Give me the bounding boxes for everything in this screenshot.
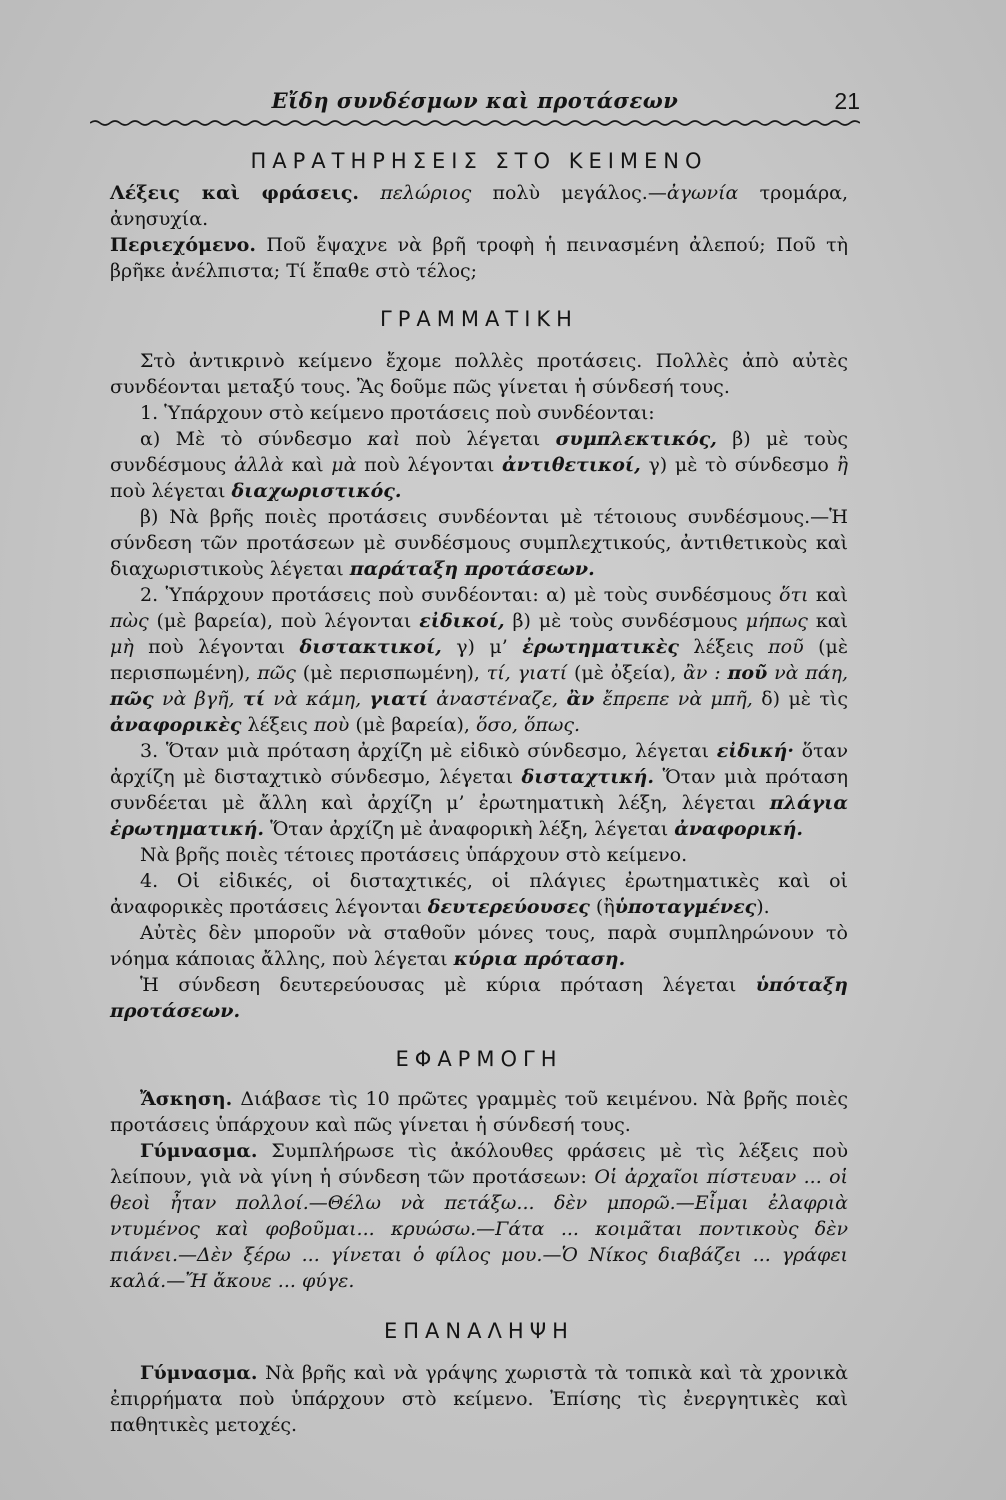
review-practice: Γύμνασμα. Νὰ βρῆς καὶ νὰ γράψης χωριστὰ τὰ τοπικὰ καὶ τὰ χρονικὰ ἐπιρρήματα ποὺ ὑπάρχουν στὸ κείμενο. Ἐπίσης τὶς ἐνεργητικὲς καὶ παθητικὲς μετοχές. (110, 1362, 848, 1436)
page-number: 21 (834, 88, 860, 114)
grammar-point-2: 2. Ὑπάρχουν προτάσεις ποὺ συνδέονται: α) μὲ τοὺς συνδέσμους ὅτι καὶ πὼς (μὲ βαρεία), ποὺ λέγονται εἰδικοί, β) μὲ τοὺς συνδέσμους μήπως καὶ μὴ ποὺ λέγονται διστακτικοί, γ) μ’ ἐρωτηματικὲς λέξεις ποῦ (μὲ περισπωμένη), πῶς (μὲ περισπωμένη), τί, γιατί (μὲ ὀξεία), ἂν : ποῦ νὰ πάη, πῶς νὰ βγῆ, τί νὰ κάμη, γιατί ἀναστέναζε, ἂν ἔπρεπε νὰ μπῆ, δ) μὲ τὶς ἀναφορικὲς λέξεις ποὺ (μὲ βαρεία), ὅσο, ὅπως. (110, 584, 849, 736)
wavy-header-rule (90, 118, 860, 128)
grammar-point-4c: Ἡ σύνδεση δευτερεύουσας μὲ κύρια πρόταση λέγεται ὑπόταξη προτάσεων. (110, 974, 848, 1022)
grammar-intro: Στὸ ἀντικρινὸ κείμενο ἔχομε πολλὲς προτάσεις. Πολλὲς ἀπὸ αὐτὲς συνδέονται μεταξύ τους. Ἂς δοῦμε πῶς γίνεται ἡ σύνδεσή τους. (110, 350, 848, 398)
page-header (90, 88, 860, 122)
content-questions: Περιεχόμενο. Ποῦ ἔψαχνε νὰ βρῆ τροφὴ ἡ πεινασμένη ἀλεπού; Ποῦ τὴ βρῆκε ἀνέλπιστα; Τί ἔπαθε στὸ τέλος; (110, 234, 848, 282)
section-heading-notes: ΠΑΡΑΤΗΡΗΣΕΙΣ ΣΤΟ ΚΕΙΜΕΝΟ (250, 149, 708, 173)
running-title: Εἴδη συνδέσμων καὶ προτάσεων (271, 88, 679, 113)
grammar-point-1: 1. Ὑπάρχουν στὸ κείμενο προτάσεις ποὺ συνδέονται: (140, 402, 655, 424)
grammar-point-1b: β) Νὰ βρῆς ποιὲς προτάσεις συνδέονται μὲ τέτοιους συνδέσμους.—Ἡ σύνδεση τῶν προτάσεων μὲ συνδέσμους συμπλεχτικούς, ἀντιθετικοὺς καὶ διαχωριστικοὺς λέγεται παράταξη προτάσεων. (110, 506, 848, 580)
section-heading-grammar: ΓΡΑΜΜΑΤΙΚΗ (380, 307, 578, 331)
grammar-point-4b: Αὐτὲς δὲν μποροῦν νὰ σταθοῦν μόνες τους, παρὰ συμπληρώνουν τὸ νόημα κάποιας ἄλλης, ποὺ λέγεται κύρια πρόταση. (110, 922, 848, 970)
application-practice: Γύμνασμα. Συμπλήρωσε τὶς ἀκόλουθες φράσεις μὲ τὶς λέξεις ποὺ λείπουν, γιὰ νὰ γίνη ἡ σύνδεση τῶν προτάσεων: Οἱ ἀρχαῖοι πίστευαν ... οἱ θεοὶ ἦταν πολλοί.—Θέλω νὰ πετάξω... δὲν μπορῶ.—Εἶμαι ἐλαφριὰ ντυμένος καὶ φοβοῦμαι... κρυώσω.—Γάτα ... κοιμᾶται ποντικοὺς δὲν πιάνει.—Δὲν ξέρω ... γίνεται ὁ φίλος μου.—Ὁ Νίκος διαβάζει ... γράφει καλά.—Ἤ ἄκουε ... φύγε. (110, 1140, 848, 1292)
grammar-task: Νὰ βρῆς ποιὲς τέτοιες προτάσεις ὑπάρχουν στὸ κείμενο. (140, 844, 688, 866)
section-heading-review: ΕΠΑΝΑΛΗΨΗ (384, 1319, 574, 1343)
grammar-point-3: 3. Ὅταν μιὰ πρόταση ἀρχίζη μὲ εἰδικὸ σύνδεσμο, λέγεται εἰδική· ὅταν ἀρχίζη μὲ δισταχτικὸ σύνδεσμο, λέγεται δισταχτική. Ὅταν μιὰ πρόταση συνδέεται μὲ ἄλλη καὶ ἀρχίζη μ’ ἐρωτηματικὴ λέξη, λέγεται πλάγια ἐρωτηματική. Ὅταν ἀρχίζη μὲ ἀναφορικὴ λέξη, λέγεται ἀναφορική. (110, 740, 849, 840)
section-heading-application: ΕΦΑΡΜΟΓΗ (395, 1047, 563, 1071)
words-and-phrases: Λέξεις καὶ φράσεις. πελώριος πολὺ μεγάλος.—ἀγωνία τρομάρα, ἀνησυχία. (110, 182, 848, 230)
page-body (110, 138, 848, 1438)
application-exercise: Ἄσκηση. Διάβασε τὶς 10 πρῶτες γραμμὲς τοῦ κειμένου. Νὰ βρῆς ποιὲς προτάσεις ὑπάρχουν καὶ πῶς γίνεται ἡ σύνδεσή τους. (110, 1088, 848, 1136)
grammar-point-1a: α) Μὲ τὸ σύνδεσμο καὶ ποὺ λέγεται συμπλεκτικός, β) μὲ τοὺς συνδέσμους ἀλλὰ καὶ μὰ ποὺ λέγονται ἀντιθετικοί, γ) μὲ τὸ σύνδεσμο ἢ ποὺ λέγεται διαχωριστικός. (110, 428, 849, 502)
grammar-point-4: 4. Οἱ εἰδικές, οἱ δισταχτικές, οἱ πλάγιες ἐρωτηματικὲς καὶ οἱ ἀναφορικὲς προτάσεις λέγονται δευτερεύουσες (ἢὑποταγμένες). (110, 870, 848, 918)
